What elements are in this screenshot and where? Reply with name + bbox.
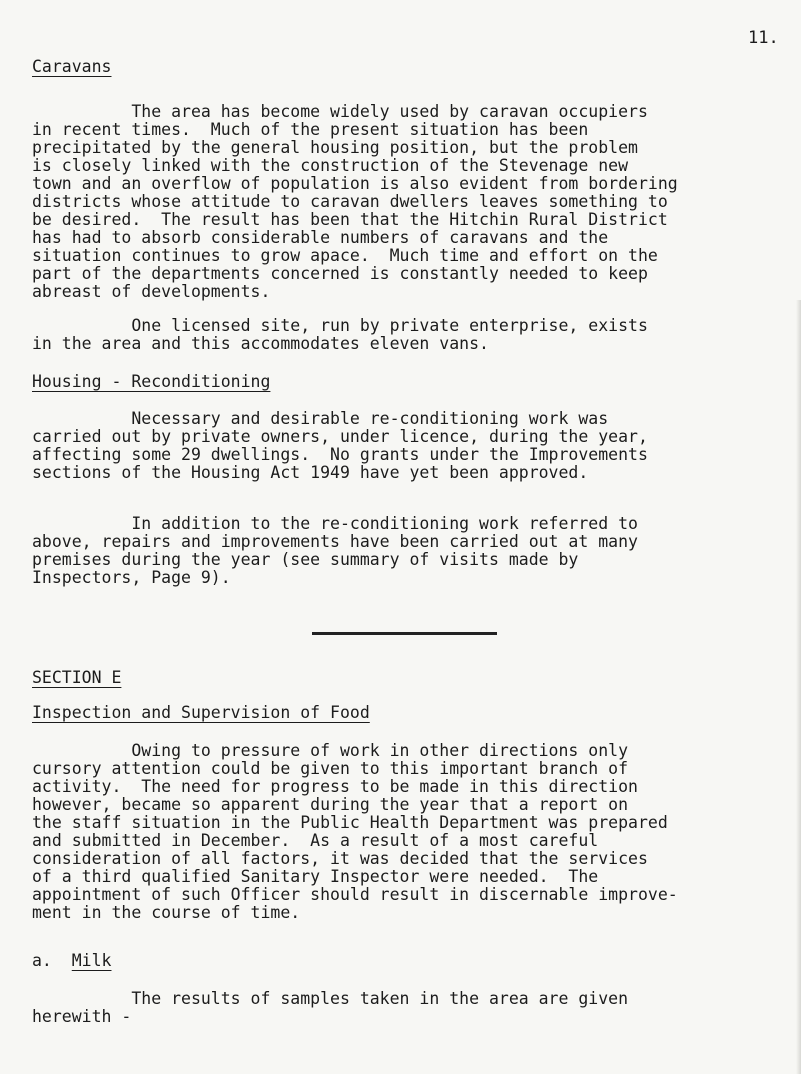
inspection-heading: Inspection and Supervision of Food bbox=[32, 703, 370, 722]
reconditioning-paragraph-1: Necessary and desirable re-conditioning work was carried out by private owners, under licence, during the year, affecting some 29 dwellings. No grants under the Improvements sections of the Housing Act 1949 have yet been approved. bbox=[32, 409, 648, 482]
caravans-paragraph-1: The area has become widely used by caravan occupiers in recent times. Much of the present situation has been precipitated by the general housing position, but the problem is closely linked with the construction of the Stevenage new town and an overflow of population is also evident from bordering districts whose attitude to caravan dwellers leaves something to be desired. The result has been that the Hitchin Rural District has had to absorb considerable numbers of caravans and the situation continues to grow apace. Much time and effort on the part of the departments concerned is constantly needed to keep abreast of developments. bbox=[32, 102, 678, 301]
reconditioning-heading: Housing - Reconditioning bbox=[32, 372, 271, 391]
page-number: 11. bbox=[748, 28, 779, 48]
reconditioning-paragraph-2: In addition to the re-conditioning work referred to above, repairs and improvements have been carried out at many premises during the year (see summary of visits made by Inspectors, Page 9). bbox=[32, 514, 638, 587]
milk-heading-line bbox=[32, 951, 112, 970]
section-divider bbox=[312, 632, 497, 635]
inspection-paragraph-1: Owing to pressure of work in other directions only cursory attention could be given to this important branch of activity. The need for progress to be made in this direction however, became so apparent during the year that a report on the staff situation in the Public Health Department was prepared and submitted in December. As a result of a most careful consideration of all factors, it was decided that the services of a third qualified Sanitary Inspector were needed. The appointment of such Officer should result in discernable improve- ment in the course of time. bbox=[32, 741, 678, 922]
milk-paragraph-1: The results of samples taken in the area are given herewith - bbox=[32, 989, 629, 1026]
caravans-paragraph-2: One licensed site, run by private enterprise, exists in the area and this accommodates eleven vans. bbox=[32, 316, 648, 353]
caravans-heading: Caravans bbox=[32, 57, 112, 76]
scan-edge-shadow bbox=[796, 300, 801, 1074]
milk-prefix: a. bbox=[32, 951, 72, 970]
milk-heading: Milk bbox=[71, 951, 112, 970]
section-e-heading: SECTION E bbox=[32, 668, 122, 687]
